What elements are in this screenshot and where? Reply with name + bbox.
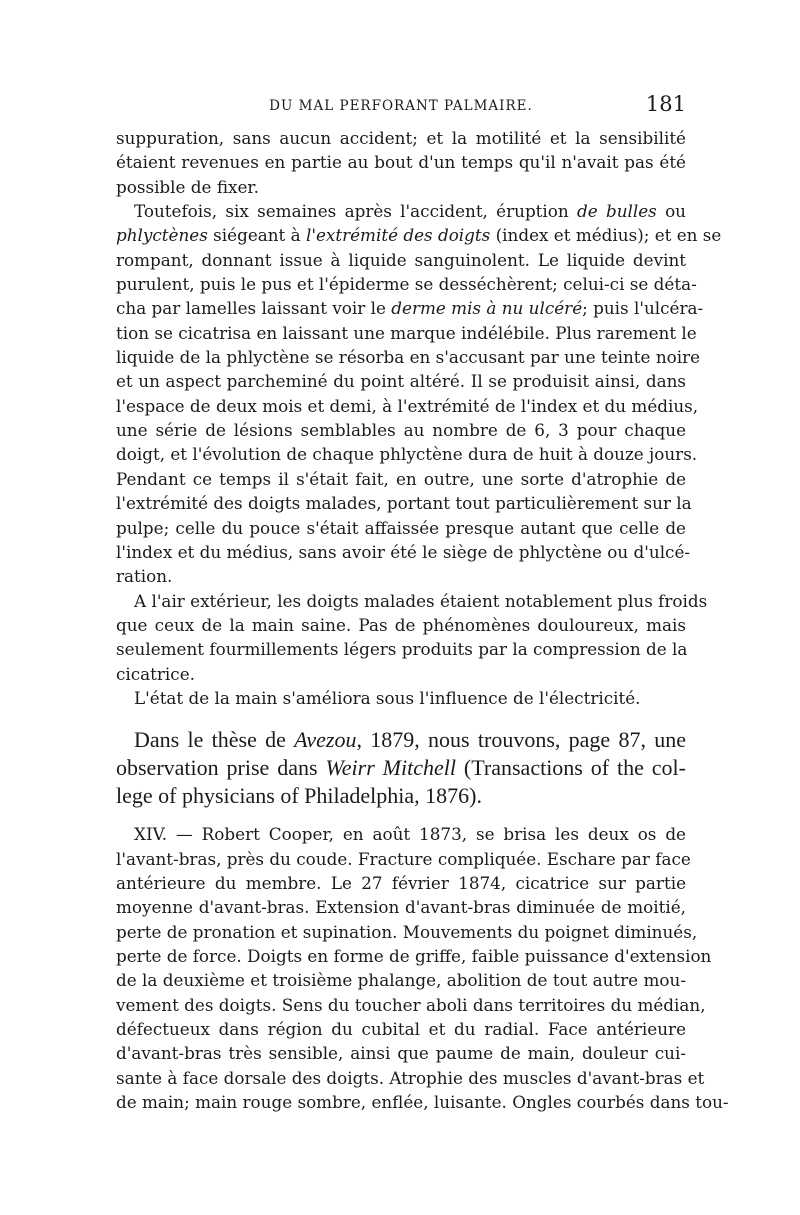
paragraph-avezou — [116, 726, 686, 810]
text-line: L'état de la main s'améliora sous l'influence de l'électricité. — [134, 687, 641, 708]
body-text — [116, 126, 729, 1114]
text-line: ration. — [116, 566, 173, 587]
italic-term: l'extrémité des doigts — [305, 225, 491, 246]
paragraph-air-exterieur — [116, 589, 708, 686]
text-line: XIV. — Robert Cooper, en août 1873, se brisa les deux os de — [134, 824, 686, 845]
text-line: Pendant ce temps il s'était fait, en outre, une sorte d'atrophie de — [116, 468, 686, 489]
author-name: Weirr Mitchell — [325, 755, 456, 781]
text-line: liquide de la phlyctène se résorba en s'accusant par une teinte noire — [116, 347, 701, 368]
text-line: observation prise dans Weirr Mitchell (Transactions of the col- — [116, 755, 686, 781]
observation-xiv — [116, 822, 729, 1114]
italic-term: phlyctènes — [116, 225, 208, 246]
italic-term: derme mis à nu ulcéré — [391, 298, 583, 319]
text-line: vement des doigts. Sens du toucher aboli dans territoires du médian, — [116, 994, 706, 1015]
text-line: cicatrice. — [116, 663, 195, 684]
text-line: A l'air extérieur, les doigts malades étaient notablement plus froids — [134, 590, 708, 611]
running-title: DU MAL PERFORANT PALMAIRE. — [269, 98, 533, 114]
text-line: d'avant-bras très sensible, ainsi que paume de main, douleur cui- — [116, 1043, 686, 1064]
text-line: l'avant-bras, près du coude. Fracture compliquée. Eschare par face — [116, 848, 691, 869]
text-line: sante à face dorsale des doigts. Atrophie des muscles d'avant-bras et — [116, 1067, 705, 1088]
text-line: possible de fixer. — [116, 176, 259, 197]
text-line: et un aspect parcheminé du point altéré. Il se produisit ainsi, dans — [116, 371, 686, 392]
text-line: de la deuxième et troisième phalange, abolition de tout autre mou- — [116, 970, 686, 991]
text-line: tion se cicatrisa en laissant une marque indélébile. Plus rarement le — [116, 322, 697, 343]
text-line: Toutefois, six semaines après l'accident, éruption de bulles ou — [134, 201, 686, 222]
text-line: moyenne d'avant-bras. Extension d'avant-bras diminuée de moitié, — [116, 897, 686, 918]
text-line: l'index et du médius, sans avoir été le siège de phlyctène ou d'ulcé- — [116, 541, 691, 562]
text-line: cha par lamelles laissant voir le derme mis à nu ulcéré; puis l'ulcéra- — [116, 298, 704, 319]
author-name: Avezou — [294, 727, 357, 753]
text-line: perte de pronation et supination. Mouvements du poignet diminués, — [116, 921, 698, 942]
text-line: seulement fourmillements légers produits par la compression de la — [116, 639, 688, 660]
text-line: rompant, donnant issue à liquide sanguinolent. Le liquide devint — [116, 249, 686, 270]
paragraph-continuation — [116, 126, 686, 199]
text-line: l'extrémité des doigts malades, portant tout particulièrement sur la — [116, 493, 692, 514]
text-line: purulent, puis le pus et l'épiderme se desséchèrent; celui-ci se déta- — [116, 274, 697, 295]
page-number: 181 — [645, 92, 686, 116]
text-line: étaient revenues en partie au bout d'un temps qu'il n'avait pas été — [116, 152, 686, 173]
running-head — [116, 92, 686, 122]
paragraph-electricite — [116, 686, 686, 710]
text-line: phlyctènes siégeant à l'extrémité des doigts (index et médius); et en se — [116, 225, 722, 246]
text-line: une série de lésions semblables au nombre de 6, 3 pour chaque — [116, 420, 686, 441]
text-line: pulpe; celle du pouce s'était affaissée presque autant que celle de — [116, 517, 686, 538]
text-line: l'espace de deux mois et demi, à l'extrémité de l'index et du médius, — [116, 395, 699, 416]
text-line: de main; main rouge sombre, enflée, luisante. Ongles courbés dans tou- — [116, 1092, 729, 1113]
text-line: antérieure du membre. Le 27 février 1874, cicatrice sur partie — [116, 872, 686, 893]
text-line: doigt, et l'évolution de chaque phlyctène dura de huit à douze jours. — [116, 444, 698, 465]
text-line: Dans le thèse de Avezou, 1879, nous trouvons, page 87, une — [134, 727, 687, 753]
text-line: lege of physicians of Philadelphia, 1876). — [116, 783, 482, 809]
text-line: que ceux de la main saine. Pas de phénomènes douloureux, mais — [116, 614, 686, 635]
italic-term: de bulles — [577, 201, 657, 222]
text-line: suppuration, sans aucun accident; et la motilité et la sensibilité — [116, 128, 686, 148]
paragraph-phlyctenes — [116, 199, 722, 589]
text-line: défectueux dans région du cubital et du radial. Face antérieure — [116, 1019, 686, 1039]
text-line: perte de force. Doigts en forme de griffe, faible puissance d'extension — [116, 945, 712, 966]
